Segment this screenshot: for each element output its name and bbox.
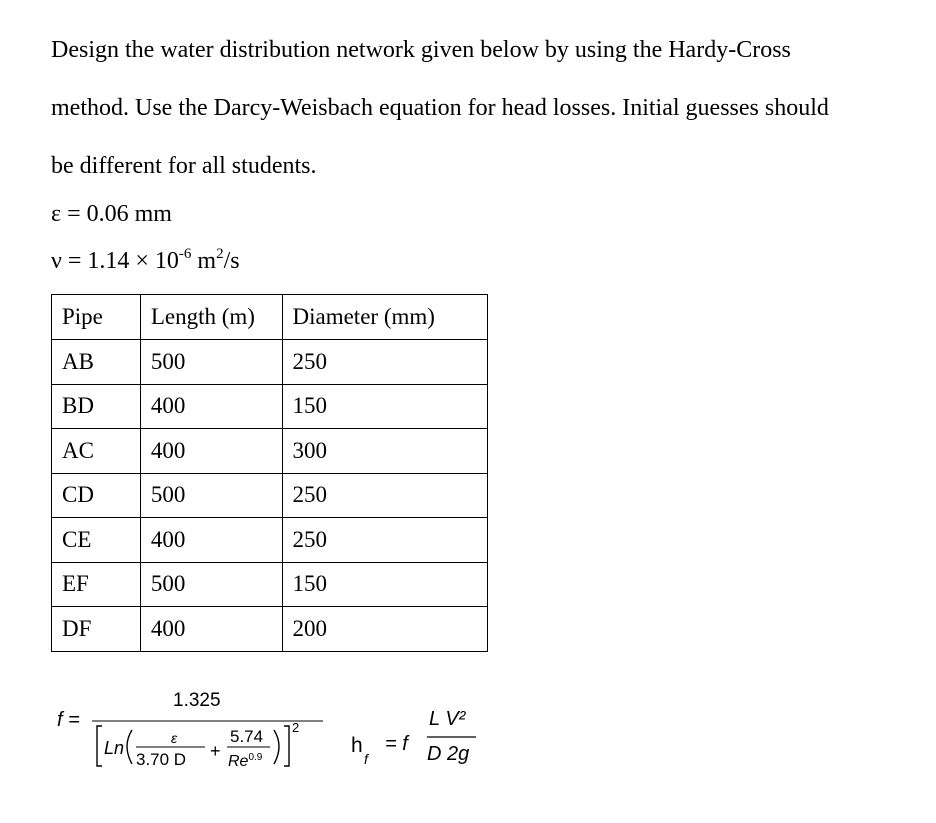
length-cell: 500 — [140, 340, 282, 385]
friction-lhs: f = — [57, 709, 80, 731]
header-length: Length (m) — [140, 295, 282, 340]
viscosity-value — [51, 248, 240, 275]
viscosity-prefix: ν = 1.14 × 10 — [51, 248, 179, 274]
pipe-table — [51, 294, 488, 652]
re-exponent: 0.9 — [248, 752, 263, 763]
diameter-cell: 250 — [282, 473, 488, 518]
pipe-cell: CD — [52, 473, 141, 518]
table-row — [52, 340, 488, 385]
pipe-cell: CE — [52, 518, 141, 563]
problem-line-1: Design the water distribution network given below by using the Hardy-Cross — [51, 37, 791, 63]
viscosity-unit: m — [191, 248, 217, 274]
friction-factor-formula — [40, 680, 340, 780]
headloss-sub: f — [364, 751, 368, 767]
header-diameter: Diameter (mm) — [282, 295, 488, 340]
pipe-cell: BD — [52, 384, 141, 429]
pipe-cell: DF — [52, 607, 141, 652]
eq-f: f — [402, 733, 408, 755]
table-row — [52, 384, 488, 429]
headloss-formula — [345, 690, 495, 775]
diameter-cell: 250 — [282, 340, 488, 385]
ln-label: Ln — [104, 738, 125, 758]
table-row — [52, 473, 488, 518]
diameter-cell: 150 — [282, 384, 488, 429]
right-paren — [274, 730, 279, 764]
viscosity-unit-exponent: 2 — [216, 246, 224, 262]
pipe-cell: AC — [52, 429, 141, 474]
length-cell: 500 — [140, 562, 282, 607]
length-cell: 500 — [140, 473, 282, 518]
table-row — [52, 429, 488, 474]
length-cell: 400 — [140, 384, 282, 429]
length-cell: 400 — [140, 429, 282, 474]
diameter-cell: 200 — [282, 607, 488, 652]
table-row — [52, 518, 488, 563]
diameter-cell: 150 — [282, 562, 488, 607]
right-bracket — [284, 726, 289, 766]
eps-den: 3.70 D — [136, 750, 187, 769]
diameter-cell: 300 — [282, 429, 488, 474]
length-cell: 400 — [140, 607, 282, 652]
problem-line-3: be different for all students. — [51, 153, 317, 179]
viscosity-exponent: -6 — [178, 246, 192, 262]
viscosity-suffix: /s — [223, 248, 240, 274]
re-den — [228, 752, 263, 770]
table-row — [52, 607, 488, 652]
pipe-cell: AB — [52, 340, 141, 385]
re-num: 5.74 — [230, 727, 264, 746]
table-header-row — [52, 295, 488, 340]
headloss-den: D 2g — [427, 743, 470, 765]
headloss-h: h — [351, 734, 363, 757]
eq-sign: = — [385, 733, 403, 755]
problem-line-2: method. Use the Darcy-Weisbach equation for head losses. Initial guesses should — [51, 95, 829, 121]
re-base: Re — [228, 753, 249, 770]
diameter-cell: 250 — [282, 518, 488, 563]
friction-numerator: 1.325 — [173, 690, 221, 711]
plus-sign: + — [210, 741, 221, 761]
epsilon-value: ε = 0.06 mm — [51, 201, 172, 227]
headloss-eq — [385, 733, 410, 755]
table-row — [52, 562, 488, 607]
power-two: 2 — [292, 720, 300, 735]
left-bracket — [97, 726, 102, 766]
eps-num: ε — [171, 730, 178, 746]
left-paren — [127, 730, 132, 764]
header-pipe: Pipe — [52, 295, 141, 340]
length-cell: 400 — [140, 518, 282, 563]
headloss-num: L V² — [429, 708, 466, 730]
pipe-cell: EF — [52, 562, 141, 607]
